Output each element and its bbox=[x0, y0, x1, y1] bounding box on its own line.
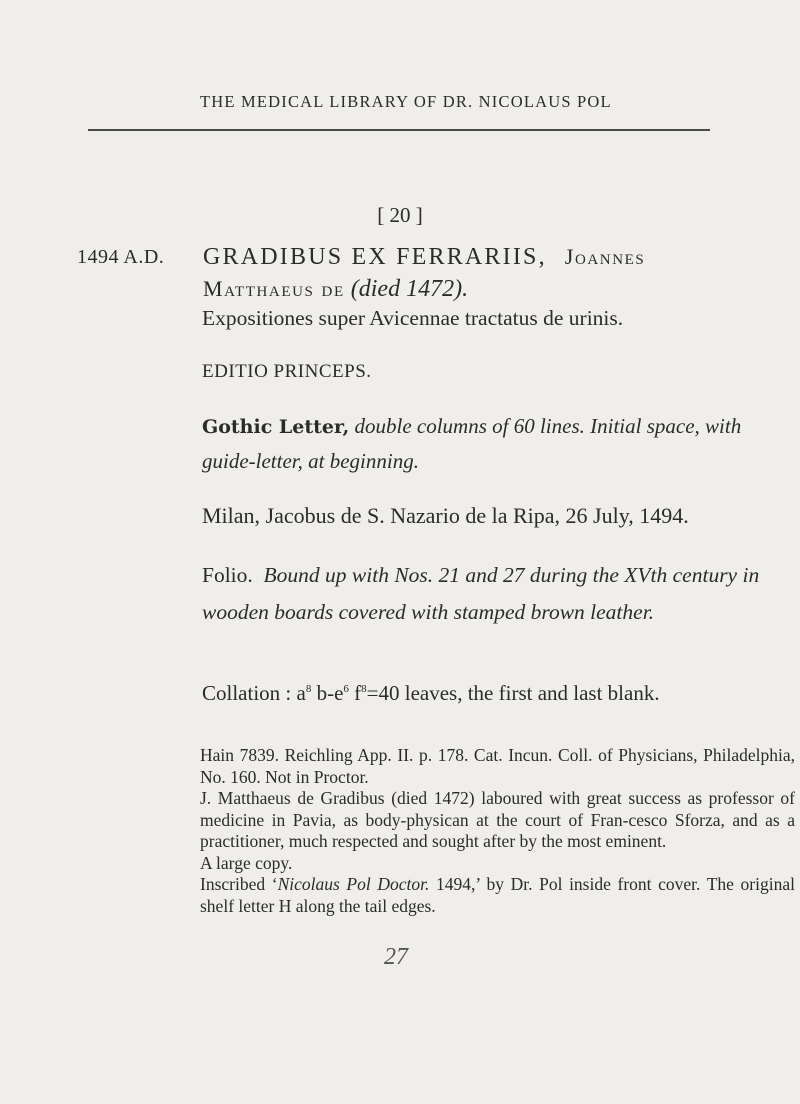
inscription-rest: 1494,’ by Dr. Pol inside front cover. The original shelf letter H along the tail edges. bbox=[200, 874, 795, 916]
binding-details: Bound up with Nos. 21 and 27 during the XVth century in wooden boards covered with stamped brown leather. bbox=[202, 563, 760, 624]
header-rule bbox=[88, 129, 710, 131]
running-head: THE MEDICAL LIBRARY OF DR. NICOLAUS POL bbox=[200, 92, 612, 111]
biography: J. Matthaeus de Gradibus (died 1472) laboured with great success as professor of medicine in Pavia, as body-physican at the court of Fran-cesco Sforza, and as a practitioner, much respected and sought after by the most eminent. bbox=[200, 788, 795, 851]
copy-note: A large copy. bbox=[200, 852, 293, 873]
type-gothic: Gothic Letter, bbox=[202, 416, 350, 438]
collation bbox=[202, 681, 792, 706]
collation-be: b-e bbox=[316, 681, 344, 705]
inscription-note bbox=[200, 874, 795, 917]
author-surname: GRADIBUS EX FERRARIIS, bbox=[203, 244, 547, 270]
format: Folio. bbox=[202, 563, 253, 587]
collation-a-count: 8 bbox=[305, 683, 312, 695]
type-description bbox=[202, 409, 792, 478]
imprint: Milan, Jacobus de S. Nazario de la Ripa, 26 July, 1494. bbox=[202, 503, 689, 528]
author-given-name: Joannes bbox=[564, 244, 646, 269]
author-dates: (died 1472). bbox=[350, 276, 469, 302]
type-details: double columns of 60 lines. Initial space, with guide-letter, at beginning. bbox=[202, 414, 742, 473]
collation-f: f bbox=[354, 681, 362, 705]
edition-label: EDITIO PRINCEPS. bbox=[202, 361, 372, 382]
author-name-continued: Matthaeus de bbox=[203, 276, 345, 301]
entry-heading bbox=[203, 241, 793, 305]
notes bbox=[200, 745, 795, 917]
page-signature: 27 bbox=[384, 944, 408, 970]
inscription-text: Nicolaus Pol Doctor. bbox=[277, 874, 430, 894]
collation-be-count: 6 bbox=[343, 683, 349, 695]
date-margin: 1494 A.D. bbox=[77, 246, 165, 268]
collation-label: Collation : bbox=[202, 681, 292, 705]
binding-description bbox=[202, 557, 777, 631]
inscription-lead: Inscribed ‘ bbox=[200, 874, 278, 894]
collation-leaves: =40 leaves, the first and last blank. bbox=[366, 681, 660, 705]
references: Hain 7839. Reichling App. II. p. 178. Cat. Incun. Coll. of Physicians, Philadelphia, No. 160. Not in Proctor. bbox=[200, 745, 795, 787]
page-number: [ 20 ] bbox=[377, 203, 423, 227]
work-title: Expositiones super Avicennae tractatus de urinis. bbox=[202, 306, 624, 330]
collation-a: a bbox=[296, 681, 306, 705]
collation-f-count: 8 bbox=[361, 683, 367, 695]
